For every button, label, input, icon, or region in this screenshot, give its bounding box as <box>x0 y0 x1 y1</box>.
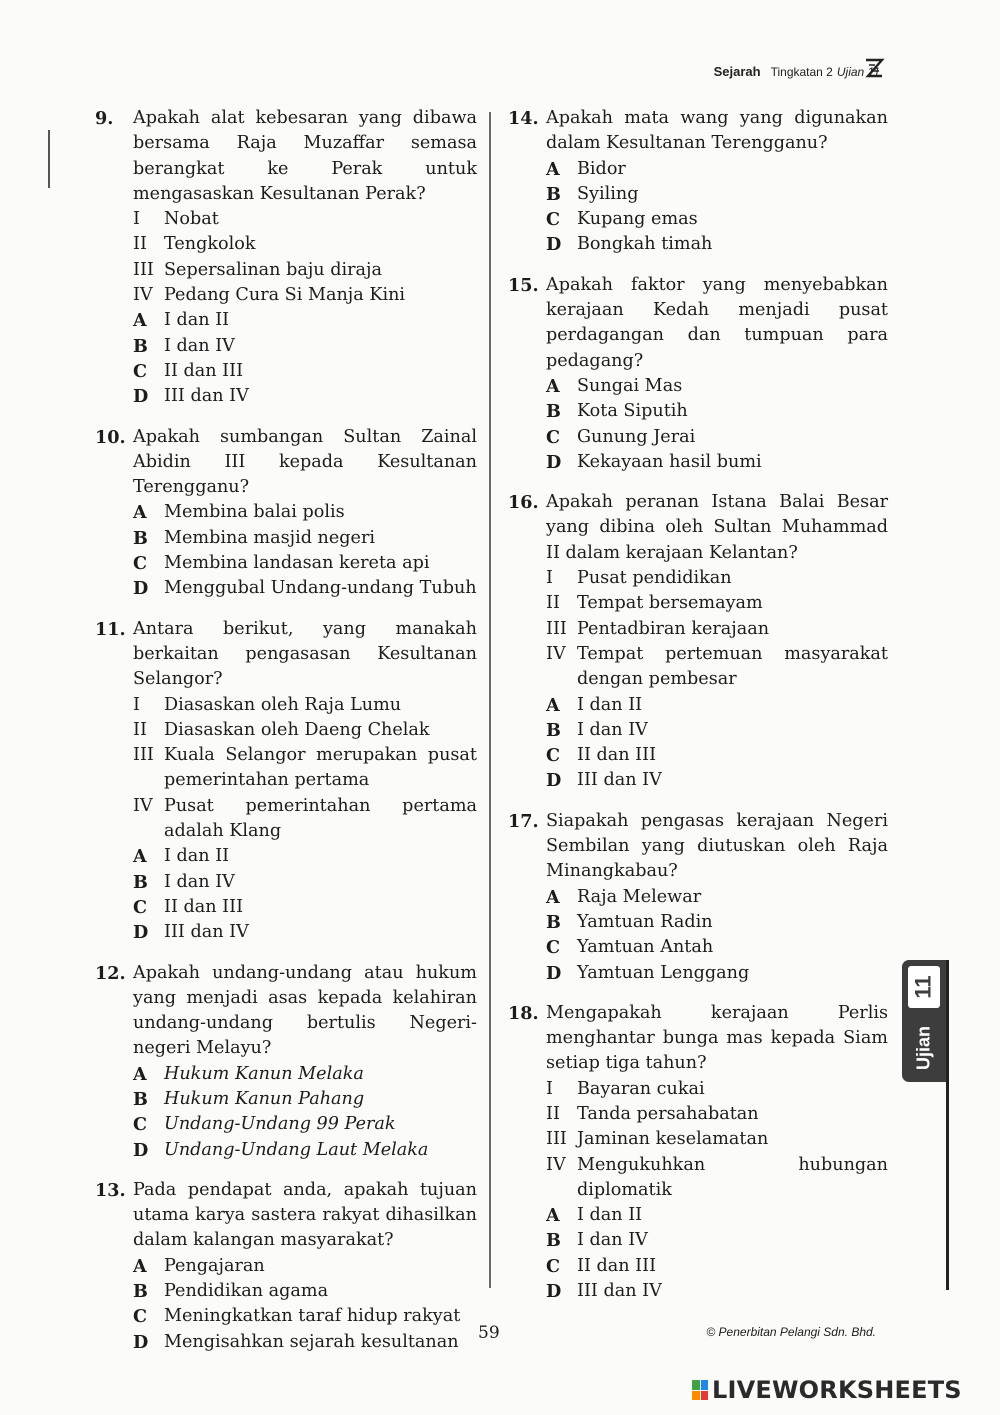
answer-option[interactable]: D Menggubal Undang-undang Tubuh <box>133 578 477 600</box>
question-stem: Antara berikut, yang manakah berkaitan pengasasan Kesultanan Selangor? <box>133 618 477 690</box>
question-stem: Apakah alat kebesaran yang dibawa bersama Raja Muzaffar semasa berangkat ke Perak untuk mengasaskan Kesultanan Perak? <box>133 108 477 204</box>
statement-item: IV Mengukuhkan hubungan diplomatik <box>546 1154 888 1200</box>
page-number: 59 <box>478 1323 500 1343</box>
question-14 <box>508 106 888 258</box>
page-edge-line <box>946 960 949 1290</box>
answer-option[interactable]: B Hukum Kanun Pahang <box>133 1088 365 1110</box>
answer-option[interactable]: A I dan II <box>546 1205 643 1227</box>
column-divider <box>489 112 491 1288</box>
answer-option[interactable]: D III dan IV <box>546 1281 662 1303</box>
answer-option[interactable]: B Pendidikan agama <box>133 1281 329 1303</box>
question-11 <box>95 617 477 946</box>
answer-option[interactable]: B Yamtuan Radin <box>546 911 713 933</box>
answer-option[interactable]: C II dan III <box>546 745 657 767</box>
answer-option[interactable]: A Membina balai polis <box>133 502 345 524</box>
answer-option[interactable]: D III dan IV <box>546 770 662 792</box>
question-stem: Apakah undang-undang atau hukum yang menjadi asas kepada kelahiran undang-undang bertulis Negeri-negeri Melayu? <box>133 962 477 1059</box>
question-number: 18. <box>508 1002 539 1024</box>
statement-item: II Tengkolok <box>133 234 256 255</box>
answer-option[interactable]: C Gunung Jerai <box>546 426 696 448</box>
answer-option[interactable]: C II dan III <box>133 896 244 918</box>
chapter-tab-number: 11 <box>908 966 940 1008</box>
running-header <box>714 64 880 79</box>
question-16 <box>508 490 888 794</box>
publisher-credit: © Penerbitan Pelangi Sdn. Bhd. <box>706 1325 876 1339</box>
answer-option[interactable]: D Yamtuan Lenggang <box>546 962 750 984</box>
question-number: 11. <box>95 618 126 640</box>
answer-option[interactable]: B I dan IV <box>546 1230 648 1252</box>
question-15 <box>508 273 888 475</box>
question-stem: Apakah sumbangan Sultan Zainal Abidin III kepada Kesultanan Terengganu? <box>133 426 477 498</box>
answer-option[interactable]: D Bongkah timah <box>546 234 713 256</box>
statement-item: III Sepersalinan baju diraja <box>133 259 382 280</box>
answer-option[interactable]: A I dan II <box>133 310 230 332</box>
statement-item: I Diasaskan oleh Raja Lumu <box>133 694 402 715</box>
margin-mark <box>48 130 50 188</box>
answer-option[interactable]: C Meningkatkan taraf hidup rakyat <box>133 1306 461 1328</box>
question-13 <box>95 1178 477 1355</box>
answer-option[interactable]: B I dan IV <box>133 335 235 357</box>
question-9 <box>95 106 477 410</box>
statement-item: I Nobat <box>133 209 219 230</box>
statement-item: IV Tempat pertemuan masyarakat dengan pembesar <box>546 643 888 690</box>
answer-option[interactable]: B Syiling <box>546 183 639 205</box>
statement-item: III Pentadbiran kerajaan <box>546 618 770 639</box>
answer-option[interactable]: D III dan IV <box>133 922 249 944</box>
question-number: 9. <box>95 108 114 129</box>
question-stem: Apakah mata wang yang digunakan dalam Kesultanan Terengganu? <box>546 108 888 154</box>
question-stem: Mengapakah kerajaan Perlis menghantar bunga mas kepada Siam setiap tiga tahun? <box>546 1002 888 1074</box>
answer-option[interactable]: A Sungai Mas <box>546 375 683 397</box>
answer-option[interactable]: B I dan IV <box>546 719 648 741</box>
question-number: 14. <box>508 108 539 129</box>
answer-option[interactable]: C II dan III <box>546 1255 657 1277</box>
question-number: 15. <box>508 274 539 296</box>
statement-item: III Jaminan keselamatan <box>546 1129 769 1150</box>
answer-option[interactable]: C Kupang emas <box>546 209 698 231</box>
answer-option[interactable]: B Membina masjid negeri <box>133 527 376 549</box>
answer-option[interactable]: D Mengisahkan sejarah kesultanan <box>133 1331 459 1353</box>
statement-item: II Tempat bersemayam <box>546 593 763 614</box>
question-stem: Pada pendapat anda, apakah tujuan utama karya sastera rakyat dihasilkan dalam kalangan masyarakat? <box>133 1179 477 1251</box>
statement-item: IV Pusat pemerintahan pertama adalah Klang <box>133 795 477 842</box>
statement-item: I Pusat pendidikan <box>546 568 732 589</box>
header-subject: Sejarah <box>713 64 761 79</box>
question-number: 13. <box>95 1179 126 1201</box>
answer-option[interactable]: A I dan II <box>546 694 643 716</box>
header-test: Ujian 11 <box>836 65 880 79</box>
question-number: 16. <box>508 492 539 514</box>
answer-option[interactable]: B Kota Siputih <box>546 401 688 423</box>
answer-option[interactable]: A Bidor <box>546 158 626 180</box>
right-column <box>508 106 888 1319</box>
answer-option[interactable]: C II dan III <box>133 360 244 382</box>
question-number: 10. <box>95 426 126 448</box>
question-18 <box>508 1001 888 1305</box>
answer-option[interactable]: C Undang-Undang 99 Perak <box>133 1114 396 1136</box>
liveworksheets-brand <box>692 1376 962 1404</box>
header-level: Tingkatan 2 <box>770 65 833 79</box>
answer-option[interactable]: A I dan II <box>133 846 230 868</box>
question-12 <box>95 961 477 1163</box>
statement-item: III Kuala Selangor merupakan pusat pemerintahan pertama <box>133 745 477 791</box>
question-10 <box>95 425 477 602</box>
statement-item: II Diasaskan oleh Daeng Chelak <box>133 719 430 740</box>
chapter-tab-label: Ujian <box>913 1025 934 1071</box>
question-number: 12. <box>95 962 126 984</box>
statement-item: II Tanda persahabatan <box>546 1103 759 1124</box>
question-stem: Apakah peranan Istana Balai Besar yang dibina oleh Sultan Muhammad II dalam kerajaan Kelantan? <box>546 492 888 563</box>
answer-option[interactable]: D III dan IV <box>133 386 249 408</box>
answer-option[interactable]: A Hukum Kanun Melaka <box>133 1063 364 1085</box>
question-number: 17. <box>508 810 539 832</box>
answer-option[interactable]: C Membina landasan kereta api <box>133 553 430 575</box>
liveworksheets-logo-icon <box>692 1380 708 1400</box>
question-stem: Apakah faktor yang menyebabkan kerajaan Kedah menjadi pusat perdagangan dan tumpuan para pedagang? <box>546 274 888 371</box>
answer-option[interactable]: A Raja Melewar <box>546 886 702 908</box>
left-column <box>95 106 477 1370</box>
brand-name: LIVEWORKSHEETS <box>712 1376 962 1404</box>
question-17 <box>508 809 888 986</box>
answer-option[interactable]: D Undang-Undang Laut Melaka <box>133 1139 429 1161</box>
statement-item: I Bayaran cukai <box>546 1078 705 1099</box>
answer-option[interactable]: A Pengajaran <box>133 1255 265 1277</box>
question-stem: Siapakah pengasas kerajaan Negeri Sembilan yang diutuskan oleh Raja Minangkabau? <box>546 810 888 882</box>
publisher-logo-icon <box>863 56 885 80</box>
answer-option[interactable]: D Kekayaan hasil bumi <box>546 451 762 473</box>
answer-option[interactable]: C Yamtuan Antah <box>546 937 714 959</box>
answer-option[interactable]: B I dan IV <box>133 871 235 893</box>
statement-item: IV Pedang Cura Si Manja Kini <box>133 285 406 306</box>
chapter-tab <box>902 960 946 1082</box>
